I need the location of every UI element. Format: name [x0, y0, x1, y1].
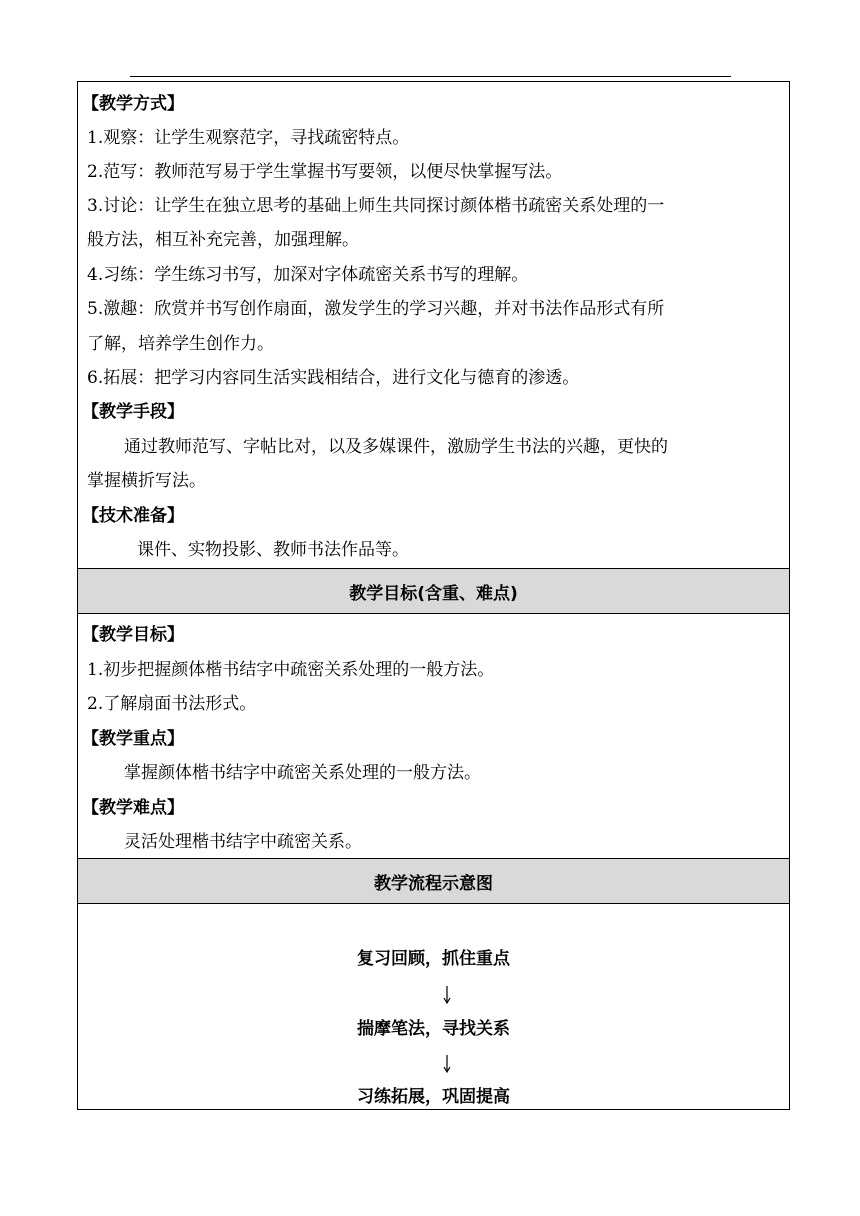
goals-item: 1.初步把握颜体楷书结字中疏密关系处理的一般方法。 — [87, 660, 495, 680]
flow-band: 教学流程示意图 — [78, 858, 789, 904]
goals-band: 教学目标(含重、难点) — [78, 568, 789, 614]
methods-item: 3.讨论：让学生在独立思考的基础上师生共同探讨颜体楷书疏密关系处理的一 — [87, 196, 665, 216]
means-line: 通过教师范写、字帖比对，以及多媒课件，激励学生书法的兴趣，更快的 — [124, 437, 668, 457]
means-heading: 【教学手段】 — [82, 402, 184, 422]
flow-step: 复习回顾，抓住重点 — [357, 949, 510, 969]
key-points-heading: 【教学重点】 — [82, 729, 184, 749]
goals-heading: 【教学目标】 — [82, 625, 184, 645]
methods-item: 6.拓展：把学习内容同生活实践相结合，进行文化与德育的渗透。 — [87, 368, 580, 388]
lesson-table — [77, 81, 790, 1110]
arrow-down-icon — [442, 985, 452, 1005]
methods-item: 4.习练：学生练习书写，加深对字体疏密关系书写的理解。 — [87, 265, 529, 285]
tech-heading: 【技术准备】 — [82, 506, 184, 526]
key-points-line: 掌握颜体楷书结字中疏密关系处理的一般方法。 — [124, 763, 481, 783]
flow-step: 揣摩笔法，寻找关系 — [357, 1019, 510, 1039]
goals-item: 2.了解扇面书法形式。 — [87, 694, 257, 714]
methods-item: 1.观察：让学生观察范字，寻找疏密特点。 — [87, 128, 410, 148]
tech-line: 课件、实物投影、教师书法作品等。 — [137, 540, 409, 560]
page-header-rule — [130, 76, 731, 77]
methods-heading: 【教学方式】 — [82, 94, 184, 114]
arrow-down-icon — [442, 1054, 452, 1074]
means-line: 掌握横折写法。 — [87, 471, 206, 491]
methods-item: 5.激趣：欣赏并书写创作扇面，激发学生的学习兴趣，并对书法作品形式有所 — [87, 299, 665, 319]
methods-item: 般方法，相互补充完善，加强理解。 — [87, 230, 359, 250]
flow-step: 习练拓展，巩固提高 — [357, 1087, 510, 1107]
methods-item: 2.范写：教师范写易于学生掌握书写要领，以便尽快掌握写法。 — [87, 162, 563, 182]
difficulty-line: 灵活处理楷书结字中疏密关系。 — [124, 832, 362, 852]
difficulty-heading: 【教学难点】 — [82, 798, 184, 818]
methods-item: 了解，培养学生创作力。 — [87, 334, 274, 354]
